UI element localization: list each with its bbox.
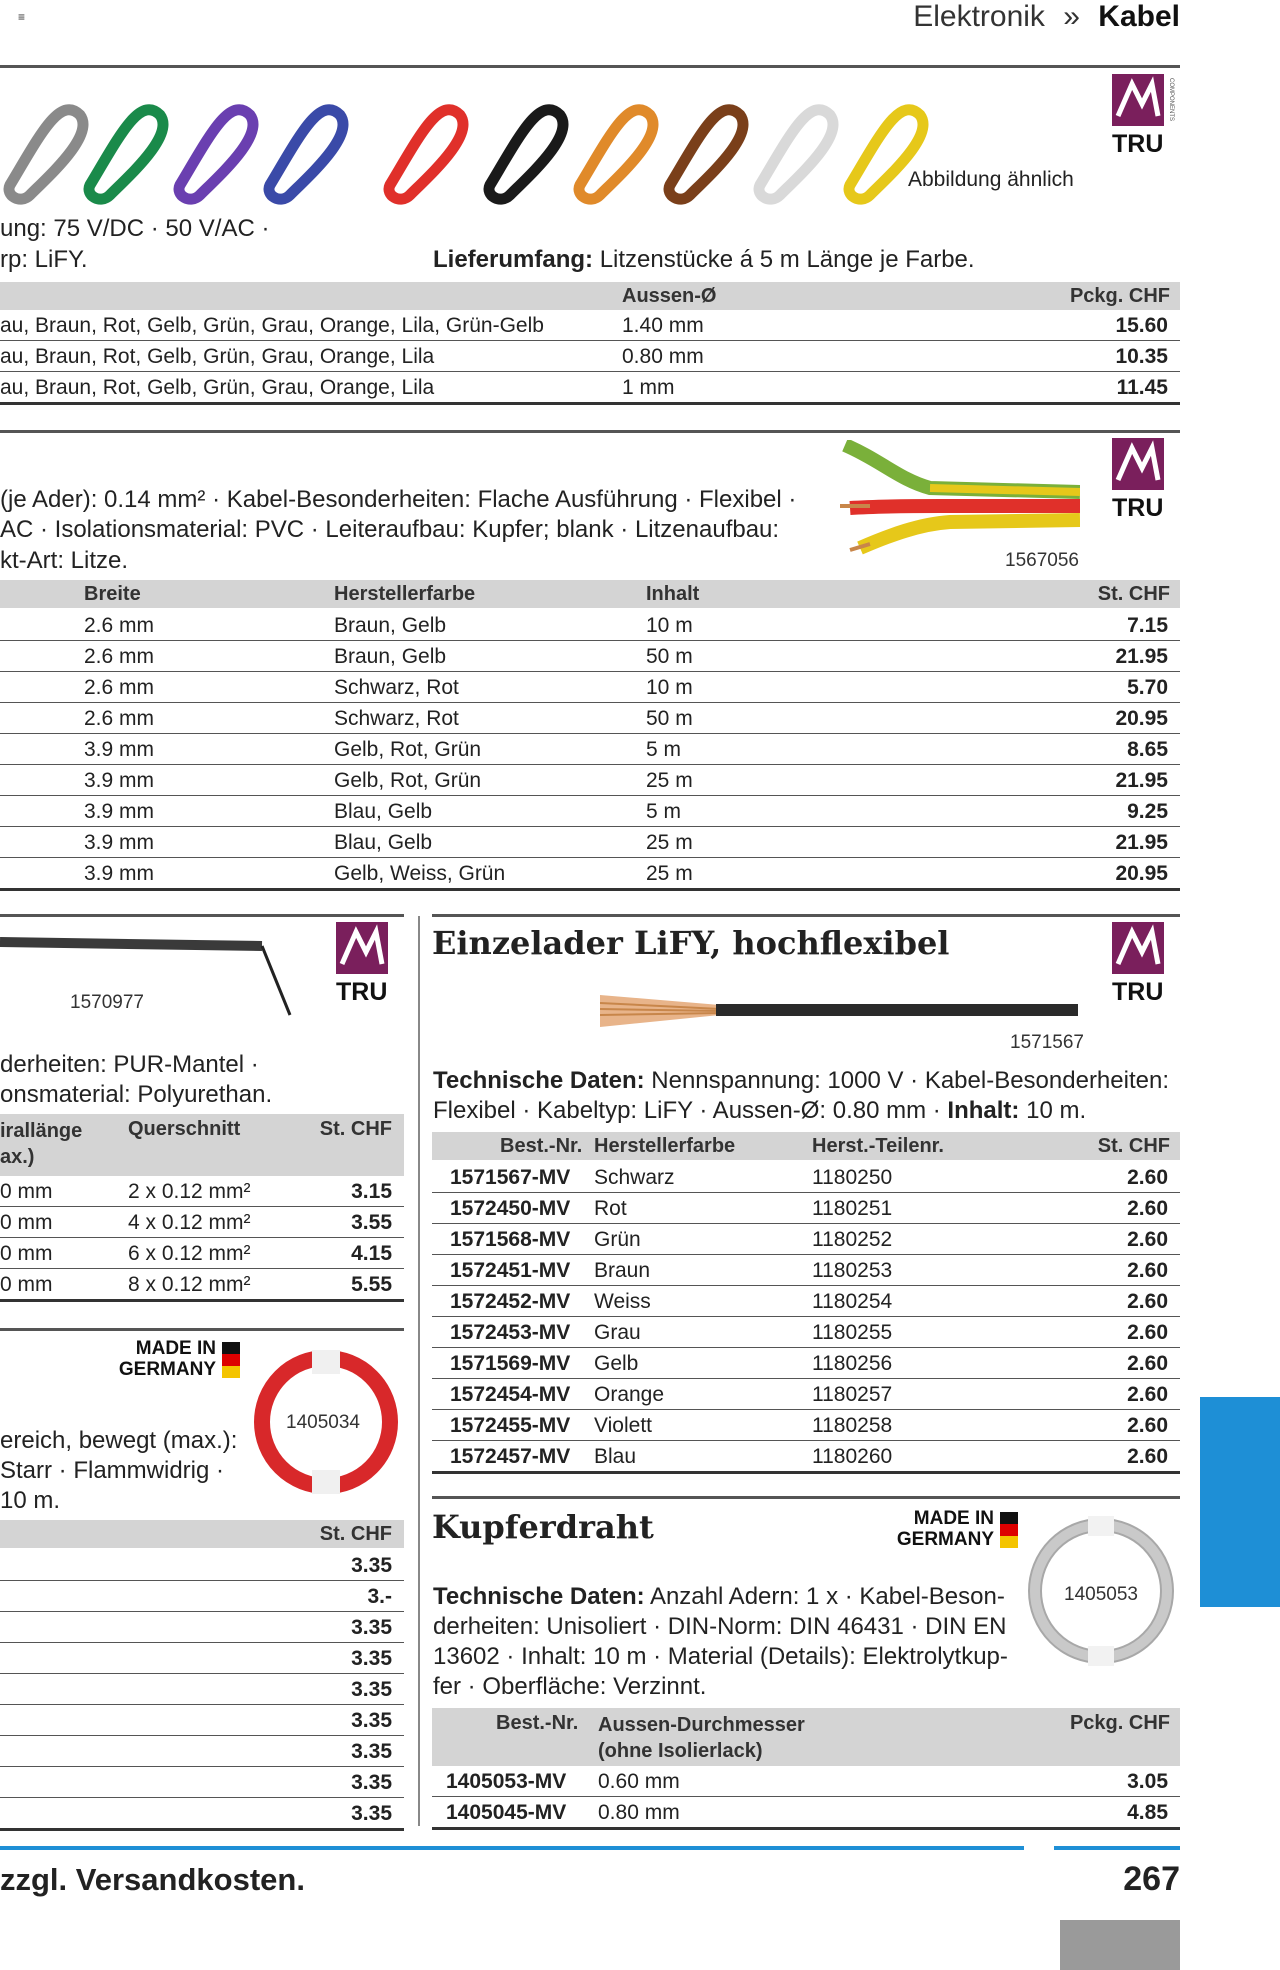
s2-cell-color: Blau, Gelb — [334, 800, 433, 823]
table-row[interactable] — [0, 1550, 404, 1581]
s3-cell-length: 0 mm — [0, 1273, 53, 1296]
s1-cell-outer: 0.80 mm — [622, 345, 704, 368]
table-row[interactable] — [432, 1766, 1180, 1797]
table-row[interactable] — [0, 827, 1180, 858]
table-row[interactable] — [0, 672, 1180, 703]
s5-spec-label: Technische Daten: — [433, 1067, 645, 1094]
s4-cell-price: 3.35 — [351, 1771, 392, 1794]
s5-cell-order: 1571568-MV — [450, 1228, 571, 1251]
table-row[interactable] — [0, 310, 1180, 341]
s4-cell-price: 3.35 — [351, 1709, 392, 1732]
s2-cell-width: 3.9 mm — [84, 800, 155, 823]
s5-cell-price: 2.60 — [1127, 1321, 1168, 1344]
table-row[interactable] — [0, 734, 1180, 765]
s2-cell-content: 5 m — [646, 800, 682, 823]
s3-cell-cross: 4 x 0.12 mm² — [128, 1211, 251, 1234]
s4-spec-line2: Starr · Flammwidrig · — [0, 1457, 225, 1484]
s2-cell-content: 25 m — [646, 862, 693, 885]
s5-cell-partno: 1180252 — [812, 1228, 893, 1251]
table-row[interactable] — [0, 1238, 404, 1269]
tru-logo-icon — [336, 922, 400, 1004]
s2-cell-price: 21.95 — [1115, 831, 1168, 854]
s1-cell-outer: 1.40 mm — [622, 314, 704, 337]
table-row[interactable] — [0, 1643, 404, 1674]
s5-cell-order: 1571567-MV — [450, 1166, 571, 1189]
s2-spec-line2: AC · Isolationsmaterial: PVC · Leiteraufbau: Kupfer; blank · Litzenaufbau: — [0, 516, 780, 543]
table-row[interactable] — [432, 1224, 1180, 1255]
s6-article-number: 1405053 — [1064, 1584, 1138, 1605]
s1-spec-line1: ung: 75 V/DC · 50 V/AC · — [0, 215, 270, 242]
s5-cell-order: 1572450-MV — [450, 1197, 571, 1220]
footer-rule-left — [0, 1846, 1024, 1850]
s2-cell-price: 5.70 — [1127, 676, 1168, 699]
s1-table-header — [0, 282, 1180, 310]
breadcrumb — [913, 0, 1180, 34]
tru-logo-text: TRU — [1112, 494, 1164, 520]
tru-logo-text: TRU — [1112, 978, 1164, 1004]
table-row[interactable] — [0, 1207, 404, 1238]
s2-article-number: 1567056 — [1005, 550, 1079, 571]
s6-cell-order: 1405053-MV — [446, 1770, 567, 1793]
table-row[interactable] — [432, 1797, 1180, 1830]
flat-cable-image — [840, 440, 1080, 560]
s4-spec-line3: 10 m. — [0, 1487, 61, 1514]
table-row[interactable] — [432, 1255, 1180, 1286]
table-row[interactable] — [0, 641, 1180, 672]
s1-lieferumfang-text: Litzenstücke á 5 m Länge je Farbe. — [599, 246, 975, 273]
table-row[interactable] — [0, 1736, 404, 1767]
s2-cell-width: 3.9 mm — [84, 862, 155, 885]
s5-cell-color: Grün — [594, 1228, 641, 1251]
s6-top-rule — [432, 1496, 1180, 1499]
s6-spec-label: Technische Daten: — [433, 1583, 645, 1610]
s6-spec-line1-text: Anzahl Adern: 1 x · Kabel-Beson- — [649, 1583, 1005, 1610]
s1-spec-line2: rp: LiFY. — [0, 246, 88, 273]
s5-cell-price: 2.60 — [1127, 1414, 1168, 1437]
s5-cell-price: 2.60 — [1127, 1445, 1168, 1468]
s5-cell-color: Orange — [594, 1383, 665, 1406]
s5-cell-order: 1572451-MV — [450, 1259, 571, 1282]
s1-cell-colors: au, Braun, Rot, Gelb, Grün, Grau, Orange, Lila — [0, 345, 435, 368]
s6-cell-price: 4.85 — [1127, 1801, 1168, 1824]
s2-spec-line3: kt-Art: Litze. — [0, 547, 129, 574]
s1-cell-colors: au, Braun, Rot, Gelb, Grün, Grau, Orange, Lila — [0, 376, 435, 399]
table-row[interactable] — [0, 372, 1180, 405]
s1-cell-price: 10.35 — [1115, 345, 1168, 368]
s5-spec-line1 — [433, 1066, 1169, 1096]
table-row[interactable] — [0, 858, 1180, 891]
s3-cell-length: 0 mm — [0, 1211, 53, 1234]
s5-spec-line2-a: Flexibel · Kabeltyp: LiFY · Aussen-Ø: 0.80 mm · — [433, 1097, 941, 1124]
spiral-cable-image — [0, 930, 300, 1020]
s2-cell-content: 50 m — [646, 707, 693, 730]
german-flag-icon — [1000, 1512, 1018, 1548]
s3-cell-cross: 6 x 0.12 mm² — [128, 1242, 251, 1265]
s3-col-length: irallänge ax.) — [0, 1120, 83, 1168]
table-row[interactable] — [432, 1317, 1180, 1348]
s3-spec-line1: derheiten: PUR-Mantel · — [0, 1051, 259, 1078]
s3-cell-length: 0 mm — [0, 1242, 53, 1265]
table-row[interactable] — [0, 765, 1180, 796]
s5-cell-color: Blau — [594, 1445, 637, 1468]
german-flag-icon — [222, 1342, 240, 1378]
s1-col-price: Pckg. CHF — [1069, 285, 1170, 307]
menu-icon[interactable]: ≡ — [18, 10, 26, 24]
s4-table-header — [0, 1520, 404, 1548]
s5-cell-order: 1572455-MV — [450, 1414, 571, 1437]
s5-cell-price: 2.60 — [1127, 1197, 1168, 1220]
s6-col-price: Pckg. CHF — [1069, 1712, 1170, 1734]
s5-cell-price: 2.60 — [1127, 1259, 1168, 1282]
s5-spec-line2-b: Inhalt: — [947, 1097, 1020, 1124]
s1-cell-price: 15.60 — [1115, 314, 1168, 337]
s1-lieferumfang-label: Lieferumfang: — [433, 246, 594, 273]
s4-cell-price: 3.35 — [351, 1802, 392, 1825]
s5-top-rule — [432, 914, 1180, 917]
s1-lieferumfang — [433, 245, 975, 275]
s4-cell-price: 3.35 — [351, 1740, 392, 1763]
s5-cell-partno: 1180258 — [812, 1414, 893, 1437]
s5-article-number: 1571567 — [1010, 1032, 1084, 1053]
made-in-germany-badge: MADE IN GERMANY — [118, 1338, 216, 1380]
s4-top-rule — [0, 1328, 404, 1331]
tru-logo — [1112, 74, 1176, 156]
s5-cell-color: Weiss — [594, 1290, 651, 1313]
s6-cell-price: 3.05 — [1127, 1770, 1168, 1793]
s2-cell-price: 21.95 — [1115, 645, 1168, 668]
s3-article-number: 1570977 — [70, 992, 144, 1013]
table-row[interactable] — [432, 1162, 1180, 1193]
table-row[interactable] — [0, 1269, 404, 1302]
tru-logo-icon — [1112, 922, 1176, 1004]
table-row[interactable] — [432, 1348, 1180, 1379]
s4-cell-price: 3.35 — [351, 1554, 392, 1577]
s5-cell-order: 1572453-MV — [450, 1321, 571, 1344]
tru-logo — [336, 922, 400, 1004]
s4-col-price: St. CHF — [319, 1523, 392, 1545]
s3-table-header — [0, 1114, 404, 1176]
s5-title: Einzelader LiFY, hochflexibel — [432, 924, 950, 962]
s3-spec-line2: onsmaterial: Polyurethan. — [0, 1081, 273, 1108]
image-caption: Abbildung ähnlich — [908, 168, 1074, 191]
s2-cell-width: 3.9 mm — [84, 738, 155, 761]
s2-cell-color: Braun, Gelb — [334, 614, 447, 637]
s5-cell-order: 1572454-MV — [450, 1383, 571, 1406]
s2-cell-color: Braun, Gelb — [334, 645, 447, 668]
s2-cell-width: 2.6 mm — [84, 676, 155, 699]
tru-logo-icon — [1112, 438, 1176, 520]
s3-top-rule — [0, 914, 404, 917]
tru-logo-text: TRU — [1112, 130, 1164, 156]
s2-col-width: Breite — [84, 583, 141, 605]
s6-col-order: Best.-Nr. — [496, 1712, 579, 1734]
s2-cell-color: Blau, Gelb — [334, 831, 433, 854]
s3-cell-length: 0 mm — [0, 1180, 53, 1203]
s2-cell-price: 20.95 — [1115, 707, 1168, 730]
s5-cell-color: Schwarz — [594, 1166, 675, 1189]
table-row[interactable] — [0, 1705, 404, 1736]
s1-col-outer: Aussen-Ø — [622, 285, 717, 307]
s3-cell-cross: 8 x 0.12 mm² — [128, 1273, 251, 1296]
tru-logo — [1112, 438, 1176, 520]
s1-cell-colors: au, Braun, Rot, Gelb, Grün, Grau, Orange, Lila, Grün-Gelb — [0, 314, 544, 337]
s1-cell-price: 11.45 — [1116, 376, 1168, 399]
breadcrumb-section[interactable]: Elektronik — [913, 0, 1045, 33]
footer-shipping-note: zzgl. Versandkosten. — [0, 1862, 305, 1897]
s5-cell-partno: 1180254 — [812, 1290, 893, 1313]
table-row[interactable] — [432, 1410, 1180, 1441]
s2-col-content: Inhalt — [646, 583, 700, 605]
s5-col-order: Best.-Nr. — [500, 1135, 583, 1157]
s5-cell-price: 2.60 — [1127, 1352, 1168, 1375]
s3-cell-cross: 2 x 0.12 mm² — [128, 1180, 251, 1203]
s4-cell-price: 3.35 — [351, 1678, 392, 1701]
table-row[interactable] — [0, 610, 1180, 641]
s5-cell-color: Grau — [594, 1321, 641, 1344]
s2-cell-color: Gelb, Rot, Grün — [334, 738, 482, 761]
s4-article-number: 1405034 — [286, 1412, 360, 1433]
s6-title: Kupferdraht — [432, 1508, 654, 1546]
s4-cell-price: 3.- — [367, 1585, 392, 1608]
s5-cell-color: Gelb — [594, 1352, 639, 1375]
s5-spec-line1-text: Nennspannung: 1000 V · Kabel-Besonderheiten: — [651, 1067, 1169, 1094]
coiled-wires-image — [0, 75, 950, 205]
table-row[interactable] — [0, 1674, 404, 1705]
s4-spec-line1: ereich, bewegt (max.): — [0, 1427, 238, 1454]
breadcrumb-current: Kabel — [1098, 0, 1180, 33]
s5-col-color: Herstellerfarbe — [594, 1135, 736, 1157]
s2-cell-price: 8.65 — [1127, 738, 1168, 761]
s6-spec-line4: fer · Oberfläche: Verzinnt. — [433, 1673, 707, 1700]
s2-cell-content: 10 m — [646, 676, 693, 699]
s2-cell-color: Schwarz, Rot — [334, 707, 459, 730]
s5-cell-price: 2.60 — [1127, 1383, 1168, 1406]
table-row[interactable] — [0, 1176, 404, 1207]
footer-gray-block — [1060, 1920, 1180, 1970]
s2-cell-price: 20.95 — [1115, 862, 1168, 885]
s2-cell-content: 50 m — [646, 645, 693, 668]
s5-cell-partno: 1180250 — [812, 1166, 893, 1189]
s2-cell-width: 2.6 mm — [84, 645, 155, 668]
s3-cell-price: 5.55 — [351, 1273, 392, 1296]
s2-cell-content: 5 m — [646, 738, 682, 761]
s5-cell-price: 2.60 — [1127, 1228, 1168, 1251]
s5-cell-price: 2.60 — [1127, 1290, 1168, 1313]
s2-cell-width: 2.6 mm — [84, 614, 155, 637]
s3-cell-price: 4.15 — [351, 1242, 392, 1265]
s6-cell-order: 1405045-MV — [446, 1801, 567, 1824]
footer-rule-right — [1054, 1846, 1180, 1850]
s2-table-header — [0, 580, 1180, 608]
table-row[interactable] — [0, 1581, 404, 1612]
s5-table-header — [432, 1132, 1180, 1160]
page-number: 267 — [1123, 1860, 1180, 1898]
s4-cell-price: 3.35 — [351, 1616, 392, 1639]
s4-cell-price: 3.35 — [351, 1647, 392, 1670]
s3-cell-price: 3.15 — [351, 1180, 392, 1203]
table-row[interactable] — [0, 796, 1180, 827]
s5-cell-color: Violett — [594, 1414, 652, 1437]
s5-cell-order: 1571569-MV — [450, 1352, 571, 1375]
s6-spec-line2: derheiten: Unisoliert · DIN-Norm: DIN 46431 · DIN EN — [433, 1613, 1007, 1640]
s2-top-rule — [0, 430, 1180, 433]
s6-table-header — [432, 1708, 1180, 1766]
s6-spec-line1 — [433, 1582, 1005, 1612]
s6-spec-line3: 13602 · Inhalt: 10 m · Material (Details): Elektrolytkup- — [433, 1643, 1008, 1670]
s2-cell-color: Gelb, Rot, Grün — [334, 769, 482, 792]
s3-col-cross: Querschnitt — [128, 1118, 241, 1140]
tru-logo-icon — [1112, 74, 1176, 156]
s2-cell-price: 21.95 — [1115, 769, 1168, 792]
s1-cell-outer: 1 mm — [622, 376, 675, 399]
s5-col-price: St. CHF — [1097, 1135, 1170, 1157]
tru-logo — [1112, 922, 1176, 1004]
made-in-germany-badge: MADE IN GERMANY — [896, 1508, 994, 1550]
s5-cell-color: Rot — [594, 1197, 627, 1220]
s5-cell-partno: 1180260 — [812, 1445, 893, 1468]
table-row[interactable] — [432, 1286, 1180, 1317]
table-row[interactable] — [0, 341, 1180, 372]
s5-col-partno: Herst.-Teilenr. — [812, 1135, 944, 1157]
table-row[interactable] — [0, 1798, 404, 1831]
table-row[interactable] — [432, 1379, 1180, 1410]
s2-cell-color: Schwarz, Rot — [334, 676, 459, 699]
s2-col-price: St. CHF — [1097, 583, 1170, 605]
s6-col-diameter: Aussen-Durchmesser (ohne Isolierlack) — [598, 1714, 805, 1762]
s2-cell-content: 25 m — [646, 769, 693, 792]
s2-spec-line1: (je Ader): 0.14 mm² · Kabel-Besonderheiten: Flache Ausführung · Flexibel · — [0, 486, 797, 513]
s5-cell-partno: 1180253 — [812, 1259, 893, 1282]
s5-cell-price: 2.60 — [1127, 1166, 1168, 1189]
s5-cell-color: Braun — [594, 1259, 651, 1282]
column-divider — [418, 916, 420, 1826]
header-rule — [0, 65, 1180, 68]
s2-cell-price: 9.25 — [1127, 800, 1168, 823]
s5-cell-partno: 1180255 — [812, 1321, 893, 1344]
s5-cell-order: 1572457-MV — [450, 1445, 571, 1468]
s5-cell-partno: 1180257 — [812, 1383, 893, 1406]
s5-cell-partno: 1180251 — [812, 1197, 893, 1220]
s2-cell-width: 3.9 mm — [84, 769, 155, 792]
tru-logo-text: TRU — [336, 978, 388, 1004]
s5-cell-partno: 1180256 — [812, 1352, 893, 1375]
s2-cell-content: 10 m — [646, 614, 693, 637]
single-wire-image — [600, 985, 1080, 1035]
s6-cell-diameter: 0.80 mm — [598, 1801, 680, 1824]
table-row[interactable] — [432, 1193, 1180, 1224]
table-row[interactable] — [0, 1612, 404, 1643]
breadcrumb-separator: » — [1063, 0, 1080, 33]
table-row[interactable] — [432, 1441, 1180, 1474]
table-row[interactable] — [0, 1767, 404, 1798]
s3-col-price: St. CHF — [319, 1118, 392, 1140]
s6-cell-diameter: 0.60 mm — [598, 1770, 680, 1793]
chapter-tab[interactable] — [1200, 1397, 1280, 1607]
s5-cell-order: 1572452-MV — [450, 1290, 571, 1313]
s2-cell-width: 2.6 mm — [84, 707, 155, 730]
s2-col-color: Herstellerfarbe — [334, 583, 476, 605]
s2-cell-color: Gelb, Weiss, Grün — [334, 862, 506, 885]
s2-cell-width: 3.9 mm — [84, 831, 155, 854]
tru-logo-subtext: COMPONENTS — [1168, 78, 1174, 122]
s2-cell-price: 7.15 — [1127, 614, 1168, 637]
s3-cell-price: 3.55 — [351, 1211, 392, 1234]
s2-cell-content: 25 m — [646, 831, 693, 854]
s5-spec-line2-c: 10 m. — [1026, 1097, 1087, 1124]
s5-spec-line2 — [433, 1096, 1086, 1126]
table-row[interactable] — [0, 703, 1180, 734]
